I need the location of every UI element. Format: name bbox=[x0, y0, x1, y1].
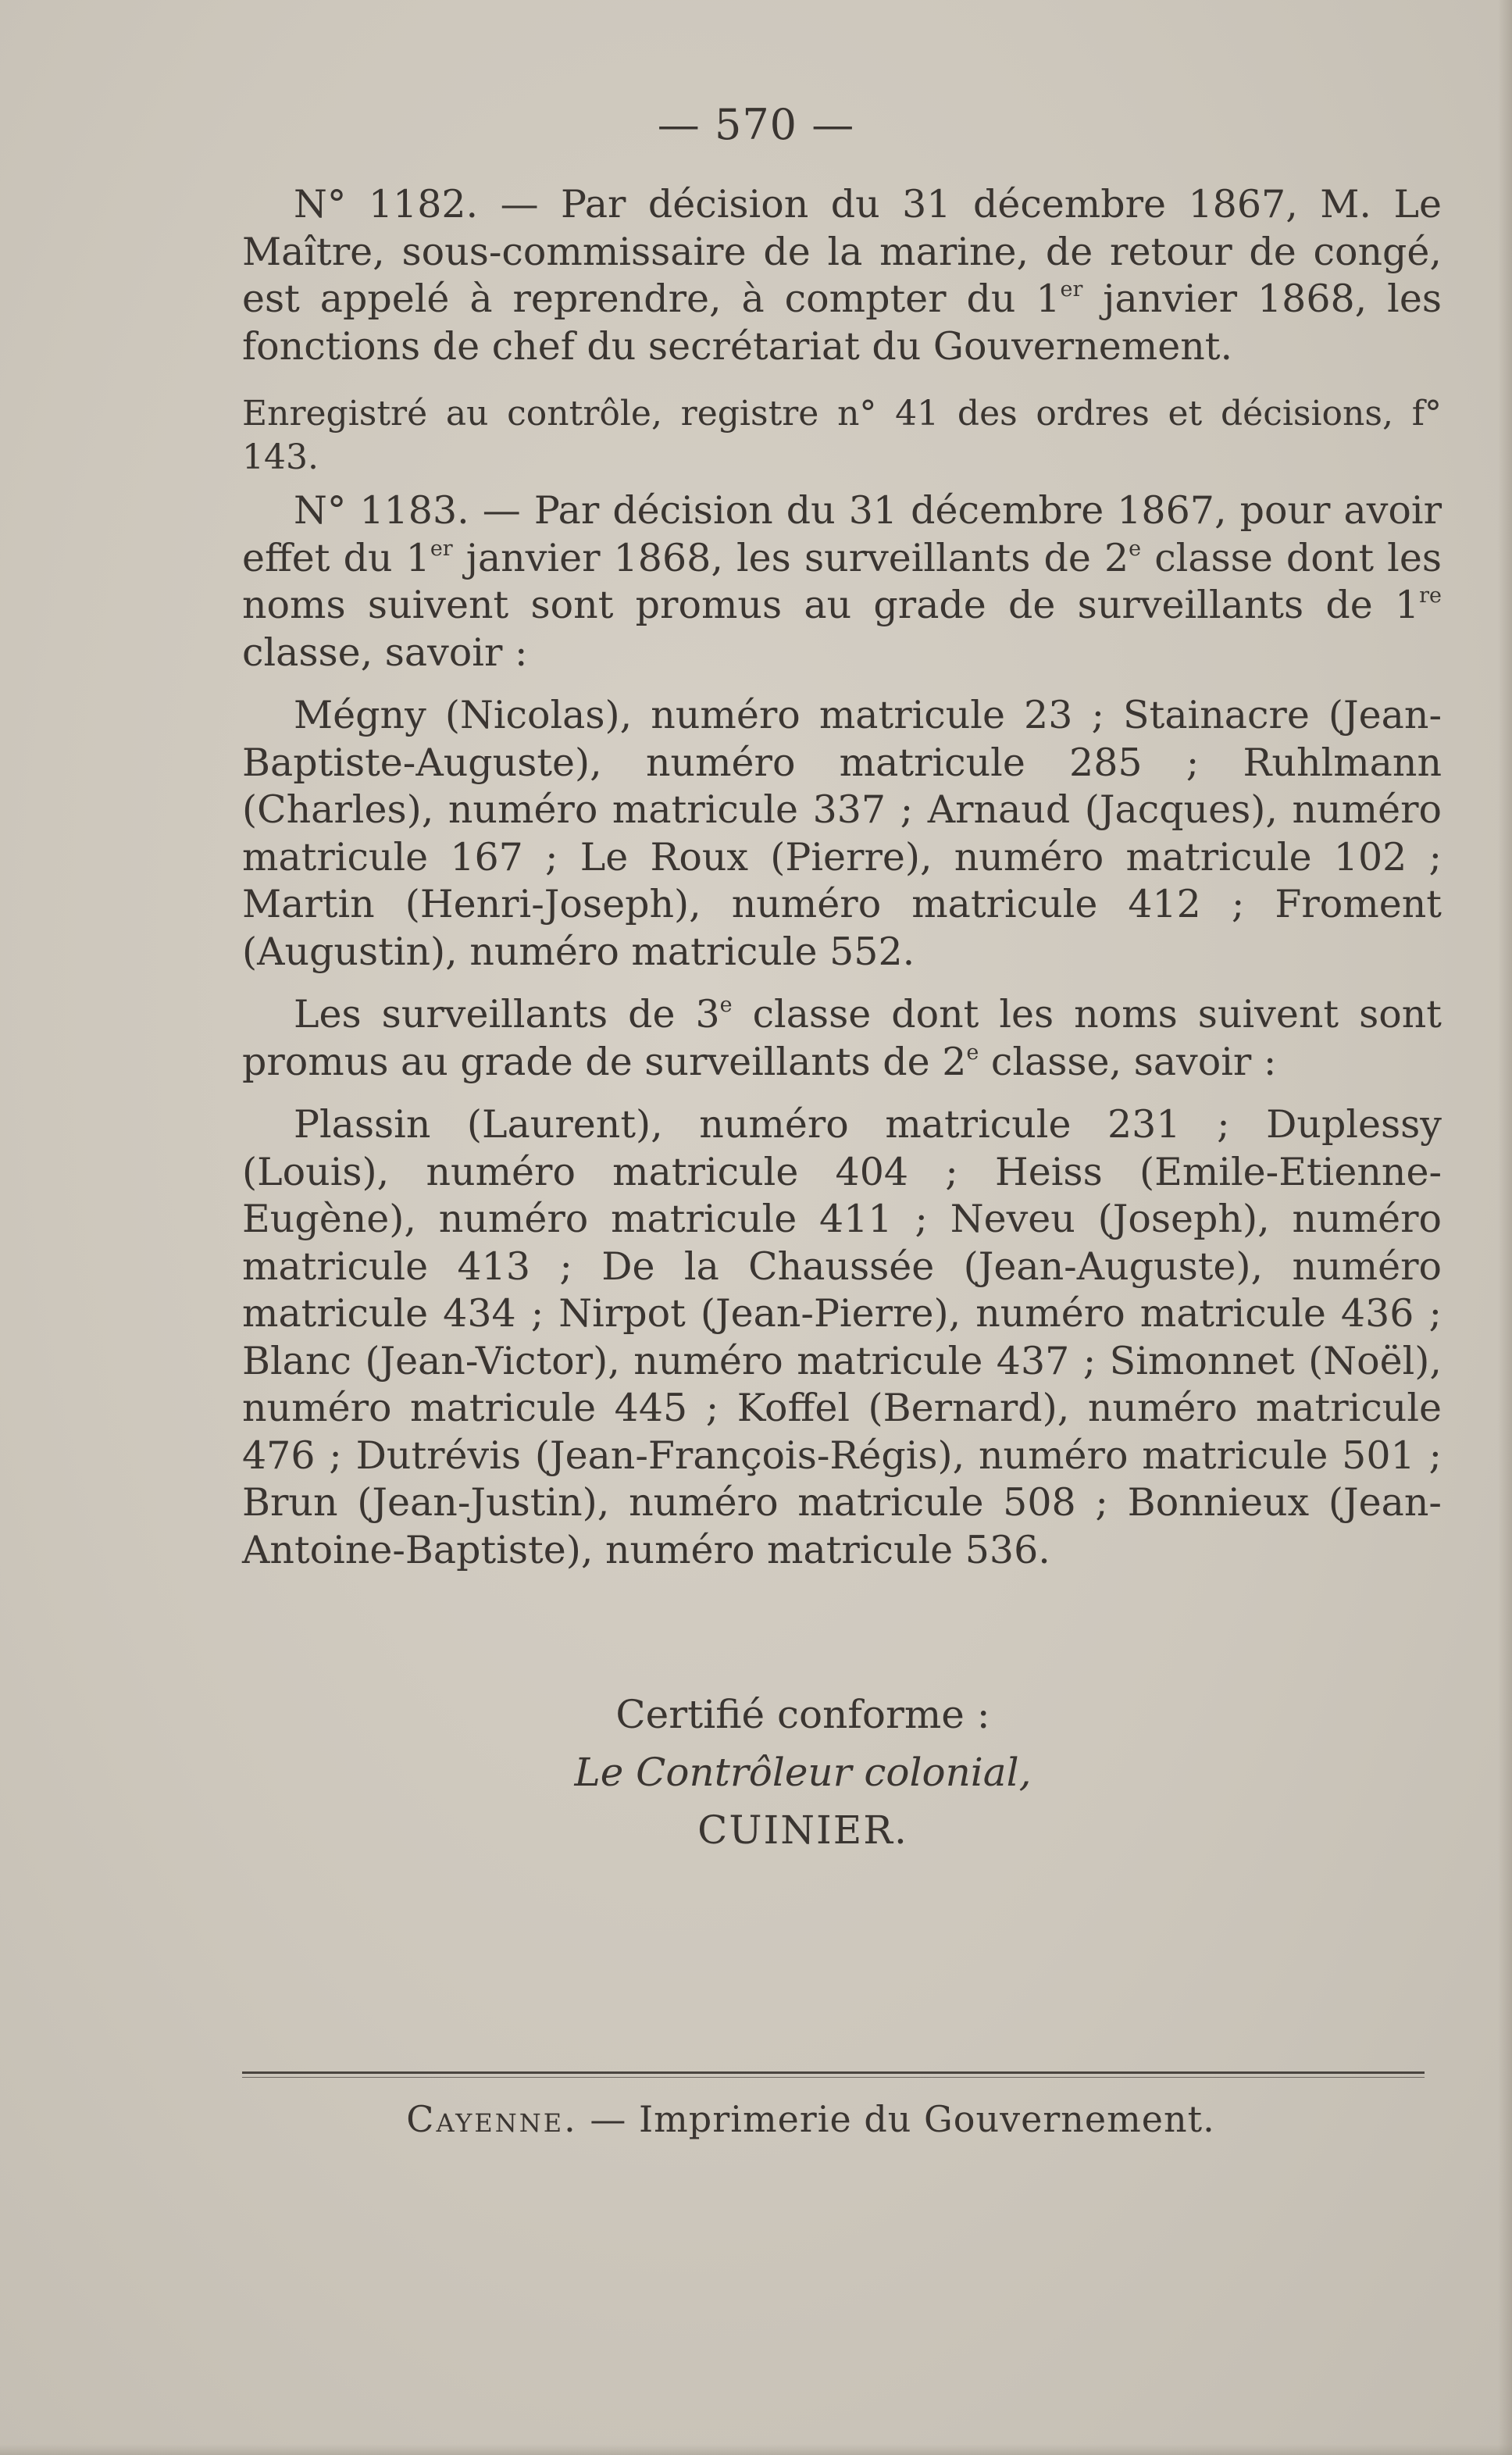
imprint-city: Cayenne. bbox=[406, 2098, 578, 2140]
superscript: re bbox=[1419, 583, 1442, 608]
printer-imprint bbox=[0, 2098, 1512, 2140]
decision-text: janvier 1868, les surveillants de 2 bbox=[452, 535, 1129, 580]
decision-text-cont: janvier 1868, les fonctions de chef du secrétariat du Gouvernement. bbox=[242, 277, 1442, 369]
scan-shadow-right bbox=[1498, 0, 1512, 2455]
superscript: e bbox=[966, 1040, 979, 1065]
certified-conforme: Certifié conforme : bbox=[615, 1692, 990, 1737]
superscript: er bbox=[430, 536, 453, 561]
decision-text: classe, savoir : bbox=[242, 630, 528, 675]
footer-rule-thin bbox=[242, 2077, 1425, 2078]
decision-text: classe dont les noms suivent sont promus au grade de surveillants de 2 bbox=[242, 992, 1442, 1084]
decision-1182 bbox=[242, 181, 1442, 370]
registration-note: Enregistré au contrôle, registre n° 41 des ordres et décisions, f° 143. bbox=[242, 394, 1442, 477]
second-class-intro bbox=[242, 991, 1442, 1086]
decision-text: Les surveillants de 3 bbox=[294, 992, 720, 1037]
decision-text: classe dont les noms suivent sont promus au grade de surveillants de 1 bbox=[242, 535, 1442, 627]
superscript: e bbox=[719, 992, 733, 1017]
signatory-name: CUINIER. bbox=[697, 1807, 908, 1853]
decision-number: N° 1183. bbox=[294, 488, 469, 533]
footer-rule bbox=[242, 2071, 1425, 2074]
decision-text: — Par décision du 31 décembre 1867, pour avoir effet du 1 bbox=[242, 488, 1442, 580]
imprint-printer: — Imprimerie du Gouvernement. bbox=[577, 2098, 1215, 2140]
decision-text: classe, savoir : bbox=[979, 1039, 1277, 1084]
signatory-title: Le Contrôleur colonial, bbox=[574, 1750, 1032, 1795]
promotion-list-second-class: Plassin (Laurent), numéro matricule 231 ; Duplessy (Louis), numéro matricule 404 ; Heiss (Emile-Etienne-Eugène), numéro matricule 411 ; Neveu (Joseph), numéro matricule 413 ; De la Chaussée (Jean-Auguste), numéro matricule 434 ; Nirpot (Jean-Pierre), numéro matricule 436 ; Blanc (Jean-Victor), numéro matricule 437 ; Simonnet (Noël), numéro matricule 445 ; Koffel (Bernard), numéro matricule 476 ; Dutrévis (Jean-François-Régis), numéro matricule 501 ; Brun (Jean-Justin), numéro matricule 508 ; Bonnieux (Jean-Antoine-Baptiste), numéro matricule 536. bbox=[242, 1102, 1442, 1572]
decision-1183-paragraph bbox=[242, 487, 1442, 676]
promotion-list-first-class: Mégny (Nicolas), numéro matricule 23 ; Stainacre (Jean-Baptiste-Auguste), numéro matricule 285 ; Ruhlmann (Charles), numéro matricule 337 ; Arnaud (Jacques), numéro matricule 167 ; Le Roux (Pierre), numéro matricule 102 ; Martin (Henri-Joseph), numéro matricule 412 ; Froment (Augustin), numéro matricule 552. bbox=[242, 693, 1442, 974]
scan-shadow-bottom bbox=[0, 2444, 1512, 2455]
superscript: e bbox=[1129, 536, 1142, 561]
decision-text: — Par décision du 31 décembre 1867, M. Le Maître, sous-commissaire de la marine, de retour de congé, est appelé à reprendre, à compter du 1 bbox=[242, 182, 1442, 321]
decision-1182-paragraph bbox=[242, 181, 1442, 370]
decision-number: N° 1182. bbox=[294, 182, 479, 227]
decision-1183 bbox=[242, 487, 1442, 1574]
certification-block bbox=[0, 1690, 1512, 1854]
page-number: — 570 — bbox=[657, 100, 855, 149]
superscript: er bbox=[1060, 277, 1083, 302]
